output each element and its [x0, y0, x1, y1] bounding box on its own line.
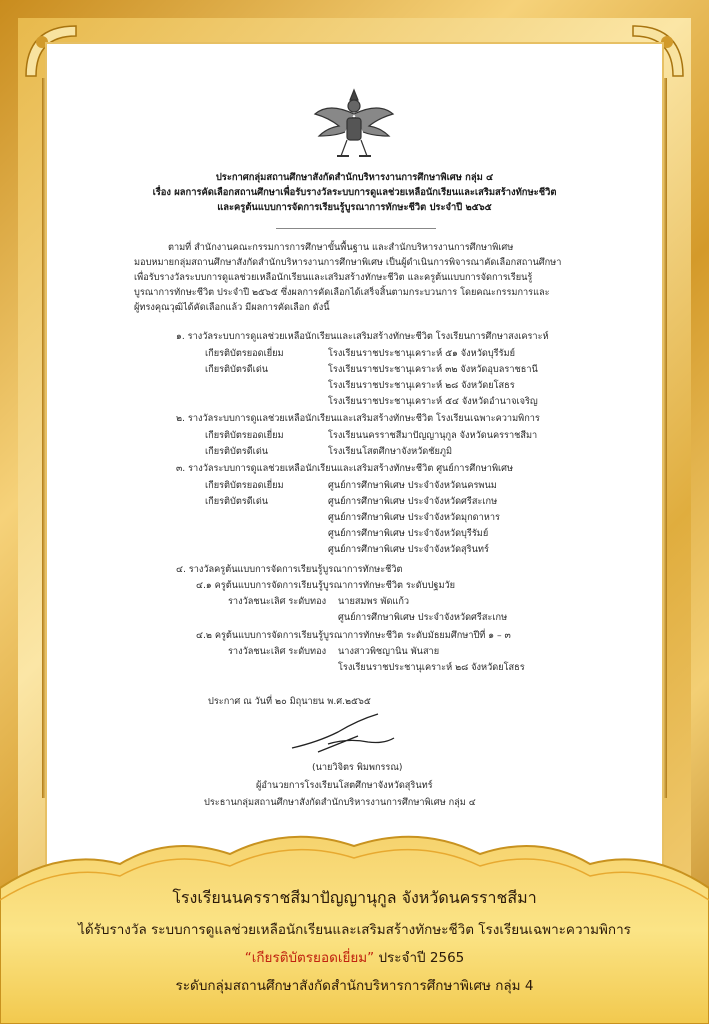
award-level: รางวัลชนะเลิศ ระดับทอง — [228, 646, 327, 657]
section-heading: ๒. รางวัลระบบการดูแลช่วยเหลือนักเรียนและเสริมสร้างทักษะชีวิต โรงเรียนเฉพาะความพิการ — [176, 413, 540, 424]
title-divider — [276, 228, 436, 229]
intro-line: มอบหมายกลุ่มสถานศึกษาสังกัดสำนักบริหารงานการศึกษาพิเศษ เป็นผู้ดำเนินการพิจารณาคัดเลือกสถานศึกษา — [134, 257, 562, 268]
teacher-name: นายสมพร พัดแก้ว — [338, 596, 410, 607]
school-name: ศูนย์การศึกษาพิเศษ ประจำจังหวัดนครพนม — [328, 480, 497, 491]
intro-line: เพื่อรับรางวัลระบบการดูแลช่วยเหลือนักเรียนและเสริมสร้างทักษะชีวิต และครูต้นแบบการจัดการเรียนรู้ — [134, 272, 533, 283]
school-name: โรงเรียนราชประชานุเคราะห์ ๓๒ จังหวัดอุบลราชธานี — [328, 364, 538, 375]
announcement-date: ประกาศ ณ วันที่ ๒๐ มิถุนายน พ.ศ.๒๕๖๕ — [208, 696, 371, 707]
announcement-title: ประกาศกลุ่มสถานศึกษาสังกัดสำนักบริหารงานการศึกษาพิเศษ กลุ่ม ๔ — [215, 172, 494, 183]
intro-line: ตามที่ สำนักงานคณะกรรมการการศึกษาขั้นพื้นฐาน และสำนักบริหารงานการศึกษาพิเศษ — [168, 242, 514, 253]
school-name: ศูนย์การศึกษาพิเศษ ประจำจังหวัดมุกดาหาร — [328, 512, 500, 523]
award-level: เกียรติบัตรดีเด่น — [205, 364, 269, 375]
school-name: โรงเรียนราชประชานุเคราะห์ ๕๔ จังหวัดอำนาจเจริญ — [328, 396, 538, 407]
banner-highlight: “เกียรติบัตรยอดเยี่ยม” — [244, 950, 375, 966]
subsection-heading: ๔.๑ ครูต้นแบบการจัดการเรียนรู้บูรณาการทักษะชีวิต ระดับปฐมวัย — [196, 580, 456, 591]
teacher-name: นางสาวพิชญานิน พันสาย — [338, 646, 440, 657]
signer-name: (นายวิจิตร พิมพกรรณ) — [312, 762, 403, 773]
intro-line: บูรณาการทักษะชีวิต ประจำปี ๒๕๖๕ ซึ่งผลการคัดเลือกได้เสร็จสิ้นตามกระบวนการ โดยคณะกรรมการและ — [134, 287, 550, 298]
award-level: รางวัลชนะเลิศ ระดับทอง — [228, 596, 327, 607]
intro-line: ผู้ทรงคุณวุฒิได้คัดเลือกแล้ว มีผลการคัดเลือก ดังนี้ — [134, 302, 330, 313]
award-level: เกียรติบัตรยอดเยี่ยม — [205, 480, 284, 491]
banner-award-level — [0, 946, 709, 968]
school-name: ศูนย์การศึกษาพิเศษ ประจำจังหวัดบุรีรัมย์ — [328, 528, 489, 539]
school-name: โรงเรียนนครราชสีมาปัญญานุกูล จังหวัดนครราชสีมา — [328, 430, 538, 441]
school-name: ศูนย์การศึกษาพิเศษ ประจำจังหวัดศรีสะเกษ — [328, 496, 498, 507]
award-level: เกียรติบัตรดีเด่น — [205, 446, 269, 457]
signer-title: ผู้อำนวยการโรงเรียนโสตศึกษาจังหวัดสุรินทร์ — [256, 780, 433, 791]
announcement-subject: เรื่อง ผลการคัดเลือกสถานศึกษาเพื่อรับรางวัลระบบการดูแลช่วยเหลือนักเรียนและเสริมสร้างทักษะชีวิต — [152, 187, 557, 198]
school-name: โรงเรียนราชประชานุเคราะห์ ๒๘ จังหวัดยโสธร — [328, 380, 515, 391]
signature-icon — [288, 708, 398, 758]
banner-year: ประจำปี 2565 — [374, 950, 465, 966]
banner-school-name: โรงเรียนนครราชสีมาปัญญานุกูล จังหวัดนครราชสีมา — [172, 888, 537, 907]
announcement-subject-cont: และครูต้นแบบการจัดการเรียนรู้บูรณาการทักษะชีวิต ประจำปี ๒๕๖๕ — [217, 202, 492, 213]
signer-title: ประธานกลุ่มสถานศึกษาสังกัดสำนักบริหารงานการศึกษาพิเศษ กลุ่ม ๔ — [204, 797, 476, 808]
award-level: เกียรติบัตรดีเด่น — [205, 496, 269, 507]
section-heading: ๔. รางวัลครูต้นแบบการจัดการเรียนรู้บูรณาการทักษะชีวิต — [176, 564, 403, 575]
section-heading: ๑. รางวัลระบบการดูแลช่วยเหลือนักเรียนและเสริมสร้างทักษะชีวิต โรงเรียนการศึกษาสงเคราะห์ — [176, 331, 549, 342]
school-name: ศูนย์การศึกษาพิเศษ ประจำจังหวัดสุรินทร์ — [328, 544, 489, 555]
subsection-heading: ๔.๒ ครูต้นแบบการจัดการเรียนรู้บูรณาการทักษะชีวิต ระดับมัธยมศึกษาปีที่ ๑ – ๓ — [196, 630, 511, 641]
section-heading: ๓. รางวัลระบบการดูแลช่วยเหลือนักเรียนและเสริมสร้างทักษะชีวิต ศูนย์การศึกษาพิเศษ — [176, 463, 514, 474]
award-level: เกียรติบัตรยอดเยี่ยม — [205, 430, 284, 441]
school-name: โรงเรียนราชประชานุเคราะห์ ๕๑ จังหวัดบุรีรัมย์ — [328, 348, 515, 359]
school-name: โรงเรียนโสตศึกษาจังหวัดชัยภูมิ — [328, 446, 452, 457]
school-name: โรงเรียนราชประชานุเคราะห์ ๒๘ จังหวัดยโสธร — [338, 662, 525, 673]
award-level: เกียรติบัตรยอดเยี่ยม — [205, 348, 284, 359]
school-name: ศูนย์การศึกษาพิเศษ ประจำจังหวัดศรีสะเกษ — [338, 612, 508, 623]
banner-level: ระดับกลุ่มสถานศึกษาสังกัดสำนักบริหารการศึกษาพิเศษ กลุ่ม 4 — [175, 978, 534, 994]
banner-award-description: ได้รับรางวัล ระบบการดูแลช่วยเหลือนักเรียนและเสริมสร้างทักษะชีวิต โรงเรียนเฉพาะความพิการ — [78, 922, 631, 938]
